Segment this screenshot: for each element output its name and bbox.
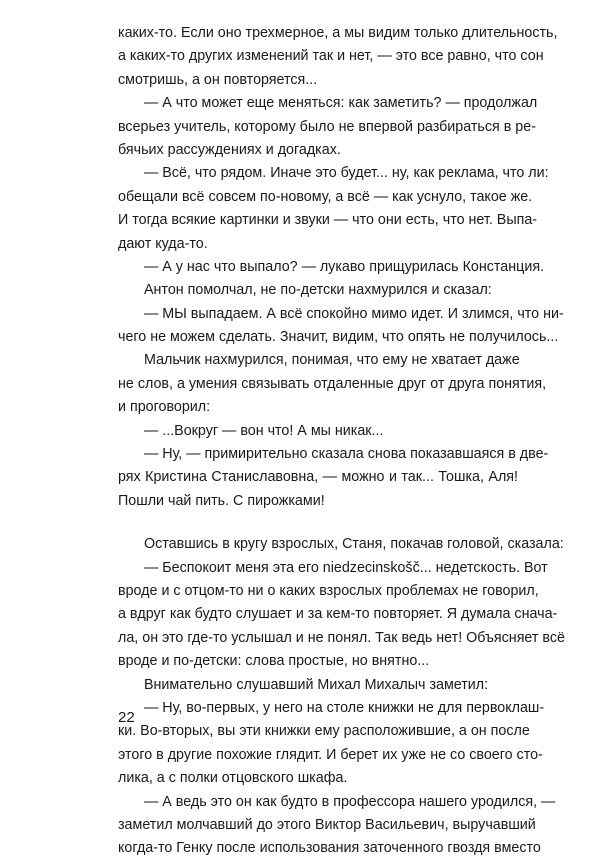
text-line: — А что может еще меняться: как заметить? — продолжал <box>144 95 538 112</box>
text-line: Внимательно слушавший Михал Михалыч заметил: <box>144 676 489 693</box>
paragraph <box>118 557 565 674</box>
paragraph <box>118 349 547 419</box>
paragraph <box>118 420 518 443</box>
paragraph <box>118 256 545 279</box>
text-line: ла, он это где-то услышал и не понял. Так ведь нет! Объясняет всё <box>118 629 565 646</box>
text-line: — МЫ выпадаем. А всё спокойно мимо идет. И злимся, что ни- <box>144 305 564 322</box>
text-line: — А ведь это он как будто в профессора нашего уродился, — <box>144 793 556 810</box>
paragraph <box>118 533 564 556</box>
text-line: — Беспокоит меня эта его niedzecinskošč... недетскость. Вот <box>144 559 548 576</box>
page-number: 22 <box>118 709 135 726</box>
text-line: лика, а с полки отцовского шкафа. <box>118 770 348 787</box>
paragraph <box>118 22 558 92</box>
paragraph <box>118 162 549 256</box>
paragraph <box>118 92 538 162</box>
text-line: каких-то. Если оно трехмерное, а мы видим только длительность, <box>118 25 558 41</box>
paragraph <box>118 443 549 513</box>
text-line: вроде и с отцом-то ни о каких взрослых проблемах не говорил, <box>118 582 539 599</box>
book-page-text <box>118 22 565 861</box>
text-line: — ...Вокруг — вон что! А мы никак... <box>144 422 384 439</box>
text-line: этого в другие похожие глядит. И берет их уже не со своего сто- <box>118 746 543 763</box>
text-line: бячьих рассуждениях и догадках. <box>118 141 341 158</box>
text-line: Антон помолчал, не по-детски нахмурился и сказал: <box>144 282 492 299</box>
text-line: дают куда-то. <box>118 235 208 252</box>
text-line: ки. Во-вторых, вы эти книжки ему расположившие, а он после <box>118 723 530 740</box>
text-line: Мальчик нахмурился, понимая, что ему не хватает даже <box>144 352 520 369</box>
text-line: — Всё, что рядом. Иначе это будет... ну, как реклама, что ли: <box>144 165 549 182</box>
text-line: чего не можем сделать. Значит, видим, что опять не получилось... <box>118 329 559 346</box>
text-line: а каких-то других изменений так и нет, — это все равно, что сон <box>118 48 544 65</box>
paragraph <box>118 279 518 302</box>
text-line: заметил молчавший до этого Виктор Васильевич, выручавший <box>118 816 536 833</box>
text-line: — Ну, — примирительно сказала снова показавшаяся в две- <box>144 446 549 463</box>
text-line: рях Кристина Станиславовна, — можно и так... Тошка, Аля! <box>118 469 518 486</box>
text-line: всерьез учитель, которому было не впервой разбираться в ре- <box>118 118 536 135</box>
text-line: Оставшись в кругу взрослых, Станя, покачав головой, сказала: <box>144 536 564 553</box>
text-line: — Ну, во-первых, у него на столе книжки не для первоклаш- <box>144 699 545 716</box>
paragraph <box>118 674 518 697</box>
text-line: а вдруг как будто слушает и за кем-то повторяет. Я думала снача- <box>118 606 558 623</box>
text-line: — А у нас что выпало? — лукаво прищурилась Констанция. <box>144 258 545 275</box>
text-line: и проговорил: <box>118 399 211 416</box>
paragraph <box>118 303 564 350</box>
text-line: не слов, а умения связывать отдаленные друг от друга понятия, <box>118 375 547 392</box>
text-line: когда-то Генку после использования заточенного гвоздя вместо <box>118 840 541 857</box>
text-line: И тогда всякие картинки и звуки — что они есть, что нет. Выпа- <box>118 212 538 229</box>
text-line: смотришь, а он повторяется... <box>118 71 318 88</box>
text-line: Пошли чай пить. С пирожками! <box>118 492 325 509</box>
text-line: обещали всё совсем по-новому, а всё — как уснуло, такое же. <box>118 188 533 205</box>
section-break <box>118 513 518 533</box>
paragraph <box>118 697 545 791</box>
paragraph <box>118 791 556 861</box>
text-line: вроде и по-детски: слова простые, но внятно... <box>118 653 430 670</box>
